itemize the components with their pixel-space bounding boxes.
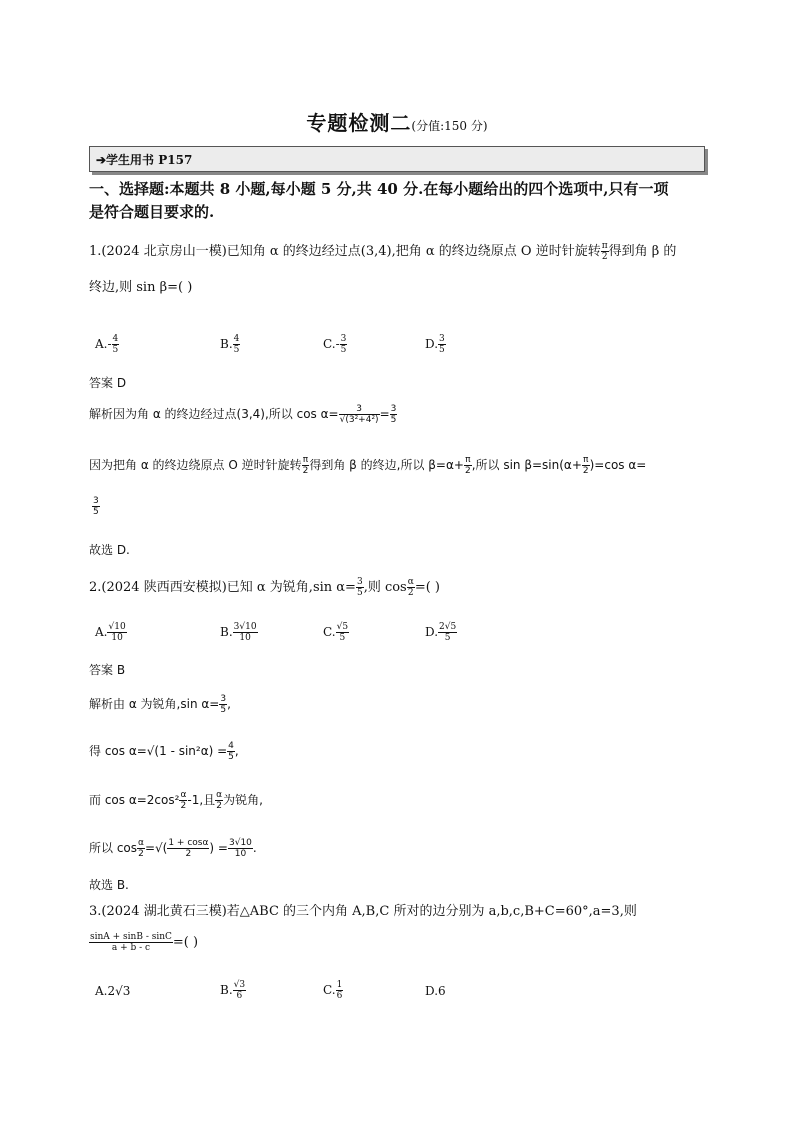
q2-solution-line2: 得 cos α=√(1 - sin²α) = $\frac{4}{5}$ ,: [89, 741, 239, 762]
question-1-line1: [89, 240, 676, 262]
question-3-stem: 3.(2024 湖北黄石三模)若△ABC 的三个内角 A,B,C 所对的边分别为 a,b,c,B+C=60°,a=3,则: [89, 904, 637, 919]
q3-option-d[interactable]: D.6: [425, 984, 446, 998]
q1-solution-line3: $\frac{3}{5}$: [93, 496, 99, 517]
q1-solution-line2: 因为把角 α 的终边绕原点 O 逆时针旋转 $\frac{\pi}{2}$ 得到角 β 的终边,所以 β=α+ $\frac{\pi}{2}$ ,所以 sin β=sin(α+ $\frac{\pi}{2}$ )=cos α=: [89, 455, 647, 476]
book-reference-bar: [89, 146, 705, 172]
q1-text-b: 得到角 β 的: [608, 244, 677, 259]
q2-solution-line3: 而 cos α=2cos² $\frac{\alpha}{2}$ -1,且 $\frac{\alpha}{2}$ 为锐角,: [89, 790, 263, 811]
section-heading-line2: 是符合题目要求的.: [89, 203, 215, 221]
q3-option-b[interactable]: B. $\frac{√3}{6}$: [220, 980, 246, 1001]
section-heading-line1: 一、选择题:本题共 8 小题,每小题 5 分,共 40 分.在每小题给出的四个选项中,只有一项: [89, 180, 669, 198]
q2-option-b[interactable]: B. $\frac{3√10}{10}$: [220, 622, 257, 643]
q2-solution-line1: 解析由 α 为锐角,sin α= $\frac{3}{5}$ ,: [89, 694, 231, 715]
q2-option-c[interactable]: C. $\frac{√5}{5}$: [323, 622, 349, 643]
q1-option-d[interactable]: D. $\frac{3}{5}$: [425, 334, 445, 355]
q1-option-c[interactable]: C.- $\frac{3}{5}$: [323, 334, 347, 355]
question-3-fraction-line: $\frac{\sin A + \sin B - \sin C}{a + b - c}$ =( ): [90, 932, 199, 953]
q1-option-a[interactable]: A.- $\frac{4}{5}$: [95, 334, 119, 355]
q2-conclusion: 故选 B.: [89, 878, 129, 892]
question-1-line2: 终边,则 sin β=( ): [89, 280, 193, 295]
q3-option-c[interactable]: C. $\frac{1}{6}$: [323, 980, 343, 1001]
q2-solution-line4: 所以 cos $\frac{\alpha}{2}$ =√( $\frac{1 + \cos\alpha}{2}$ ) = $\frac{3√10}{10}$ .: [89, 838, 257, 859]
q2-answer: 答案 B: [89, 663, 126, 677]
book-reference-text: ➔学生用书 P157: [96, 153, 193, 167]
page-title: [0, 107, 794, 136]
q1-option-b[interactable]: B. $\frac{4}{5}$: [220, 334, 240, 355]
q3-option-a[interactable]: A.2√3: [95, 984, 131, 998]
score-note: (分值:150 分): [411, 119, 488, 133]
q1-solution-line1: 解析因为角 α 的终边经过点(3,4),所以 cos α= $\frac{3}{\text{√(3²+4²)}}$ = $\frac{3}{5}$: [89, 404, 397, 425]
q2-option-a[interactable]: A. $\frac{√10}{10}$: [95, 622, 126, 643]
q1-answer: 答案 D: [89, 376, 127, 390]
q1-conclusion: 故选 D.: [89, 543, 130, 557]
q1-text-a: 1.(2024 北京房山一模)已知角 α 的终边经过点(3,4),把角 α 的终边绕原点 O 逆时针旋转: [89, 244, 601, 259]
title-text: 专题检测二: [306, 111, 412, 135]
q2-option-d[interactable]: D. $\frac{2√5}{5}$: [425, 622, 457, 643]
question-2-stem: 2.(2024 陕西西安模拟)已知 α 为锐角,sin α= $\frac{3}{5}$ ,则 cos $\frac{\alpha}{2}$ =( ): [89, 577, 440, 598]
q1-fraction: $\frac{\pi}{2}$: [601, 241, 608, 262]
